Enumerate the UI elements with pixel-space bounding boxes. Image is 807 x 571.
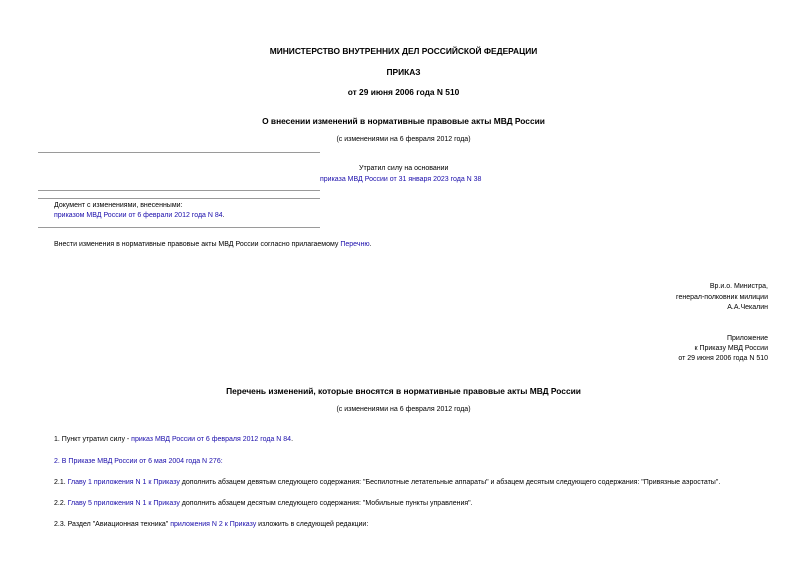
item-1-link[interactable]: приказ МВД России от 6 февраля 2012 года N 84	[131, 436, 292, 443]
divider	[38, 227, 320, 228]
signature-name: А.А.Чекалин	[727, 304, 768, 311]
divider	[38, 152, 320, 153]
repeal-order-link[interactable]: приказа МВД России от 31 января 2023 года N 38	[320, 176, 482, 183]
doc-title: О внесении изменений в нормативные правовые акты МВД России	[262, 116, 545, 126]
signature-rank: генерал-полковник милиции	[676, 294, 768, 301]
list-title: Перечень изменений, которые вносятся в нормативные правовые акты МВД России	[226, 386, 581, 396]
item-2-2: 2.2. Главу 5 приложения N 1 к Приказу дополнить абзацем десятым следующего содержания: "Мобильные пункты управления".	[54, 500, 473, 507]
status-text: Утратил силу на основании	[359, 165, 449, 172]
doc-date-number: от 29 июня 2006 года N 510	[347, 87, 460, 97]
signature-position: Вр.и.о. Министра,	[709, 283, 768, 290]
item-2-1: 2.1. Главу 1 приложения N 1 к Приказу дополнить абзацем девятым следующего содержания: "Беспилотные летательные аппараты" и абзацем десятым следующего содержания: "Привязные аэростаты".	[54, 479, 721, 486]
item-2-link[interactable]: Приказе МВД России от 6 мая 2004 года N 276	[68, 458, 221, 465]
amendment-order-link[interactable]: приказом МВД России от 6 феврали 2012 года N 84	[54, 212, 223, 219]
list-revision-note: (с изменениями на 6 февраля 2012 года)	[336, 406, 471, 413]
list-link[interactable]: Перечню	[340, 241, 370, 248]
ministry-name: МИНИСТЕРСТВО ВНУТРЕННИХ ДЕЛ РОССИЙСКОЙ ФЕДЕРАЦИИ	[269, 46, 538, 56]
appendix-date: от 29 июня 2006 года N 510	[678, 355, 768, 362]
revision-note: (с изменениями на 6 февраля 2012 года)	[336, 136, 471, 143]
intro-paragraph: Внести изменения в нормативные правовые акты МВД России согласно прилагаемому Перечню.	[54, 241, 372, 248]
item-1: 1. Пункт утратил силу - приказ МВД России от 6 февраля 2012 года N 84.	[54, 436, 294, 443]
divider	[38, 198, 320, 199]
item-2: 2. В Приказе МВД России от 6 мая 2004 года N 276:	[54, 458, 223, 465]
appendix-ref: к Приказу МВД России	[694, 345, 768, 352]
amendments-line: приказом МВД России от 6 феврали 2012 года N 84.	[54, 212, 225, 219]
doc-type: ПРИКАЗ	[386, 67, 421, 77]
appendix-label: Приложение	[726, 335, 768, 342]
item-2-2-link[interactable]: Главу 5 приложения N 1 к Приказу	[67, 500, 180, 507]
item-2-3-link[interactable]: приложения N 2 к Приказу	[170, 521, 257, 528]
amendments-label: Документ с изменениями, внесенными:	[54, 202, 183, 209]
item-2-1-link[interactable]: Главу 1 приложения N 1 к Приказу	[67, 479, 180, 486]
item-2-3: 2.3. Раздел "Авиационная техника" приложения N 2 к Приказу изложить в следующей редакции:	[54, 521, 369, 528]
divider	[38, 190, 320, 191]
